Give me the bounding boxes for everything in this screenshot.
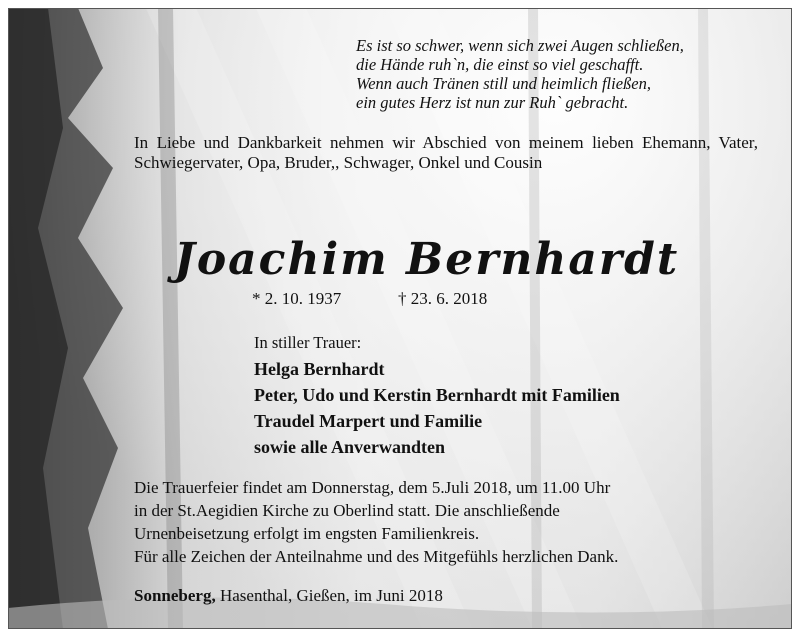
memorial-poem (356, 36, 776, 112)
birth-date: * 2. 10. 1937 (252, 289, 342, 308)
mourners-list (254, 330, 620, 460)
poem-line: Es ist so schwer, wenn sich zwei Augen schließen, (356, 36, 684, 55)
ceremony-line: Urnenbeisetzung erfolgt im engsten Familienkreis. (134, 524, 480, 543)
place-city: Sonneberg, (134, 586, 216, 605)
place-and-date (134, 586, 443, 606)
mourner-name: sowie alle Anverwandten (254, 437, 445, 457)
poem-line: Wenn auch Tränen still und heimlich fließen, (356, 74, 651, 93)
mourner-name: Helga Bernhardt (254, 359, 385, 379)
death-date: † 23. 6. 2018 (398, 289, 488, 308)
poem-line: die Hände ruh`n, die einst so viel geschafft. (356, 55, 644, 74)
farewell-intro: In Liebe und Dankbarkeit nehmen wir Abschied von meinem lieben Ehemann, Vater, Schwiegervater, Opa, Bruder,, Schwager, Onkel und Cousin (134, 133, 758, 172)
ceremony-info (134, 476, 774, 568)
place-rest: Hasenthal, Gießen, im Juni 2018 (215, 586, 443, 605)
poem-line: ein gutes Herz ist nun zur Ruh` gebracht. (356, 93, 629, 112)
ceremony-line: Die Trauerfeier findet am Donnerstag, dem 5.Juli 2018, um 11.00 Uhr (134, 478, 611, 497)
mourners-heading: In stiller Trauer: (254, 333, 362, 352)
mourner-name: Traudel Marpert und Familie (254, 411, 483, 431)
mourner-name: Peter, Udo und Kerstin Bernhardt mit Familien (254, 385, 620, 405)
ceremony-line: in der St.Aegidien Kirche zu Oberlind statt. Die anschließende (134, 501, 560, 520)
obituary-notice (8, 8, 792, 629)
ceremony-line: Für alle Zeichen der Anteilnahme und des Mitgefühls herzlichen Dank. (134, 547, 619, 566)
deceased-name: Joachim Bernhardt (174, 234, 680, 285)
